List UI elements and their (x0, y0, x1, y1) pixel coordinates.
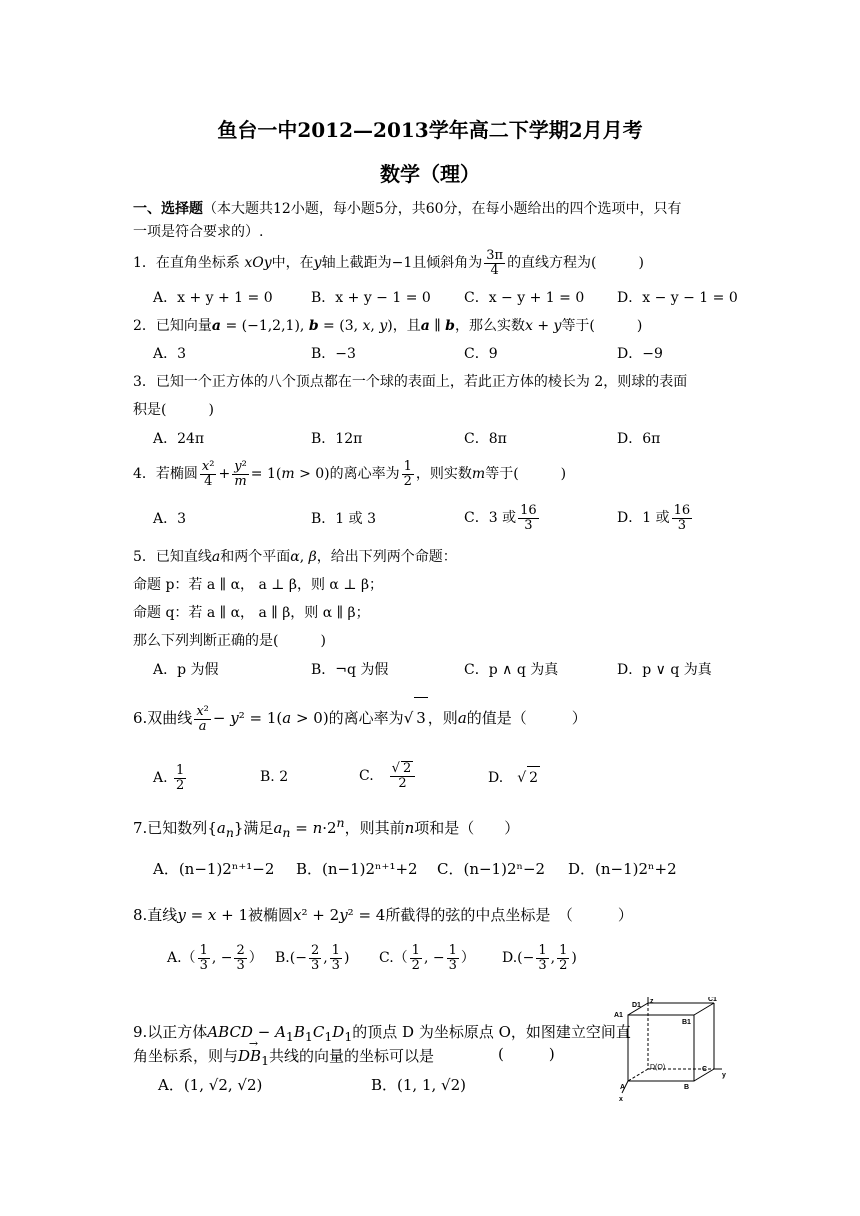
q6-text: 的值是（ ） (466, 709, 587, 727)
question-3-line2: 积是( ) (133, 402, 214, 418)
q6-option-b[interactable]: B. 2 (260, 769, 289, 785)
q3-option-d[interactable]: D．6π (617, 431, 661, 447)
q3-option-c[interactable]: C．8π (464, 431, 507, 447)
q7-text: 7.已知数列 (133, 819, 208, 837)
fraction: $\frac{2}{3}$ (310, 942, 320, 973)
q2-option-a[interactable]: A．3 (153, 346, 187, 362)
q8-option-c[interactable]: C.（ $\frac{1}{2}$ , − $\frac{1}{3}$ ） (379, 942, 475, 973)
label-b: B (684, 1084, 690, 1091)
section-label: 一、选择题 (133, 201, 203, 217)
question-2: 2．已知向量a = (−1,2,1), b = (3, x, y)，且a ∥ b，那么实数x + y等于( ) (133, 318, 643, 334)
label-c1: C1 (708, 997, 717, 1003)
q6-text: ，则 (427, 709, 458, 727)
question-1: 1．在直角坐标系 xOy中，在y轴上截距为−1且倾斜角为 $\frac{3\pi}{4}$ 的直线方程为( ) (133, 247, 644, 278)
q7-text: 项和是（ ） (414, 819, 520, 837)
fraction: $\frac{2}{3}$ (236, 942, 245, 973)
q1-option-b[interactable]: B．x + y − 1 = 0 (311, 290, 431, 306)
q7-text: ，则其前 (344, 819, 405, 837)
q1-text: 1．在直角坐标系 (133, 255, 240, 271)
q5-proposition-q: 命题 q：若 a ∥ α， a ∥ β，则 α ∥ β； (133, 605, 370, 621)
q2-text: 等于( ) (561, 318, 643, 334)
q2-text: 2．已知向量 (133, 318, 212, 334)
fraction: $\frac{16}{3}$ (673, 502, 691, 533)
label-c: C (702, 1066, 708, 1073)
q6-option-d-label: D. (488, 770, 504, 786)
q6-text: 的离心率为 (328, 709, 404, 727)
q8-option-a[interactable]: A.（ $\frac{1}{3}$ , − $\frac{2}{3}$ ） (167, 942, 263, 973)
question-3-line1: 3．已知一个正方体的八个顶点都在一个球的表面上，若此正方体的棱长为 2，则球的表面 (133, 374, 688, 390)
q5-option-c[interactable]: C．p ∧ q 为真 (464, 662, 559, 678)
section-desc-2: 一项是符合要求的）. (133, 224, 264, 240)
q8-option-c-label: C.（ (379, 950, 408, 966)
q8-option-b[interactable]: B.(− $\frac{2}{3}$ , $\frac{1}{3}$ ) (275, 942, 350, 973)
q4-text: ，则实数 (415, 466, 472, 482)
question-5: 5．已知直线a和两个平面α, β，给出下列两个命题： (133, 549, 457, 565)
q6-option-a-label: A. (153, 770, 168, 786)
fraction: $\frac{1}{2}$ (176, 762, 185, 793)
fraction: $\frac{√ 2}{2}$ (390, 761, 416, 791)
q7-option-c[interactable]: C．(n−1)2ⁿ−2 (437, 860, 546, 878)
fraction: $\frac{1}{3}$ (199, 942, 208, 973)
q1-text: 的直线方程为( ) (507, 255, 644, 271)
q6-option-a[interactable] (153, 758, 188, 798)
fraction: $\frac{1}{2}$ (411, 942, 420, 973)
q7-text: 满足 (243, 819, 274, 837)
q4-option-a[interactable]: A．3 (153, 511, 187, 527)
q3-option-b[interactable]: B．12π (311, 431, 363, 447)
fraction: $\frac{1}{2}$ (559, 942, 568, 973)
q8-option-d[interactable]: D.(− $\frac{1}{3}$ , $\frac{1}{2}$ ) (502, 942, 577, 973)
fraction: $\frac{\text{x²}}{a}$ (196, 703, 209, 734)
q4-text: 的离心率为 (329, 466, 400, 482)
q9-option-a[interactable]: A．(1, √2, √2) (158, 1076, 263, 1094)
q2-text: ，那么实数 (454, 318, 525, 334)
q1-text: 轴上截距为−1且倾斜角为 (321, 255, 483, 271)
q2-text: ，且 (392, 318, 421, 334)
q8-option-a-label: A.（ (167, 950, 196, 966)
q7-option-d[interactable]: D．(n−1)2ⁿ+2 (568, 860, 677, 878)
q8-option-b-label: B.( (275, 950, 296, 966)
question-6: 6.双曲线 $\frac{\text{x²}}{a}$ − y² = 1(a > 0)的离心率为√ 3 ，则a的值是（ ） (133, 697, 587, 738)
q9-paren: ( ) (498, 1045, 555, 1063)
q5-text: 5．已知直线 (133, 549, 212, 565)
q6-option-d[interactable]: D. √ 2 (488, 766, 540, 789)
exam-title: 鱼台一中2012—2013学年高二下学期2月月考 (217, 118, 643, 142)
section-header (133, 198, 682, 220)
fraction: $\frac{3\pi}{4}$ (486, 247, 504, 278)
question-8: 8.直线y = x + 1被椭圆x² + 2y² = 4所截得的弦的中点坐标是 （ ） (133, 906, 633, 924)
q5-text: 和两个平面 (220, 549, 291, 565)
q9-text: 共线的向量的坐标可以是 (269, 1047, 435, 1065)
q4-option-d[interactable] (617, 500, 694, 536)
fraction: $\frac{1}{3}$ (331, 942, 340, 973)
q8-text: 所截得的弦的中点坐标是 （ ） (385, 906, 633, 924)
q5-option-d[interactable]: D．p ∨ q 为真 (617, 662, 712, 678)
q6-option-c[interactable] (359, 756, 417, 796)
q9-option-b[interactable]: B．(1, 1, √2) (371, 1076, 466, 1094)
label-y: y (722, 1072, 726, 1079)
q4-option-b[interactable]: B．1 或 3 (311, 511, 377, 527)
q5-judge: 那么下列判断正确的是( ) (133, 633, 326, 649)
q9-text: 角坐标系，则与 (133, 1047, 239, 1065)
cube-figure (610, 997, 730, 1107)
q2-option-c[interactable]: C．9 (464, 346, 498, 362)
label-do: D(O) (650, 1064, 666, 1071)
fraction: $\frac{\text{x²}}{4}$ (201, 458, 215, 489)
fraction: $\frac{1}{2}$ (403, 458, 412, 489)
q7-option-a[interactable]: A．(n−1)2ⁿ⁺¹−2 (153, 860, 275, 878)
q4-text: 4．若椭圆 (133, 466, 198, 482)
q8-option-d-label: D.( (502, 950, 523, 966)
question-9-line2: 角坐标系，则与→ $DB_1$共线的向量的坐标可以是 (133, 1043, 434, 1074)
question-7: 7.已知数列$\{a_n\}$满足$a_n = n\cdot 2^n$，则其前n项和是（ ） (133, 815, 520, 840)
label-x: x (619, 1096, 623, 1103)
q4-option-c[interactable] (464, 500, 541, 536)
q1-option-a[interactable]: A．x + y + 1 = 0 (153, 290, 273, 306)
question-9: 9.以正方体ABCD − $A_1B_1C_1D_1$的顶点 D 为坐标原点 O，如图建立空间直 (133, 1023, 631, 1044)
q6-option-c-label: C. (359, 768, 374, 784)
fraction: $\frac{16}{3}$ (520, 502, 537, 533)
q2-option-d[interactable]: D．−9 (617, 346, 663, 362)
fraction: $\frac{1}{3}$ (448, 942, 457, 973)
question-4: 4．若椭圆 $\frac{\text{x²}}{4}$ + $\frac{\text{y²}}{m}$ = 1(m > 0)的离心率为 $\frac{1}{2}$ ，则实数m等于( ) (133, 458, 567, 489)
q1-option-d[interactable]: D．x − y − 1 = 0 (617, 290, 738, 306)
label-a1: A1 (614, 1012, 623, 1019)
fraction: $\frac{\text{y²}}{m}$ (234, 458, 247, 489)
q8-text: 被椭圆 (248, 906, 294, 924)
fraction: $\frac{1}{3}$ (538, 942, 547, 973)
q3-option-a[interactable]: A．24π (153, 431, 205, 447)
exam-subtitle: 数学（理） (380, 162, 480, 186)
q8-text: 8.直线 (133, 906, 178, 924)
q4-option-c-label: C．3 或 (464, 510, 517, 526)
label-b1: B1 (682, 1019, 691, 1026)
q5-option-b[interactable]: B．¬q 为假 (311, 662, 389, 678)
q6-text: 6.双曲线 (133, 709, 193, 727)
q2-option-b[interactable]: B．−3 (311, 346, 356, 362)
label-d1: D1 (632, 1002, 641, 1009)
q5-option-a[interactable]: A．p 为假 (153, 662, 219, 678)
q1-text: 中，在 (271, 255, 314, 271)
q5-proposition-p: 命题 p：若 a ∥ α， a ⊥ β，则 α ⊥ β； (133, 577, 384, 593)
section-desc: （本大题共12小题，每小题5分，共60分，在每小题给出的四个选项中，只有 (203, 201, 682, 217)
q9-text: 9.以正方体 (133, 1023, 208, 1041)
q7-option-b[interactable]: B．(n−1)2ⁿ⁺¹+2 (296, 860, 418, 878)
q1-option-c[interactable]: C．x − y + 1 = 0 (464, 290, 585, 306)
label-a: A (620, 1084, 626, 1091)
q5-text: ，给出下列两个命题： (316, 549, 457, 565)
label-z: z (650, 998, 654, 1005)
q4-text: 等于( ) (485, 466, 567, 482)
q4-option-d-label: D．1 或 (617, 510, 670, 526)
q9-text: 的顶点 D 为坐标原点 O，如图建立空间直 (352, 1023, 631, 1041)
